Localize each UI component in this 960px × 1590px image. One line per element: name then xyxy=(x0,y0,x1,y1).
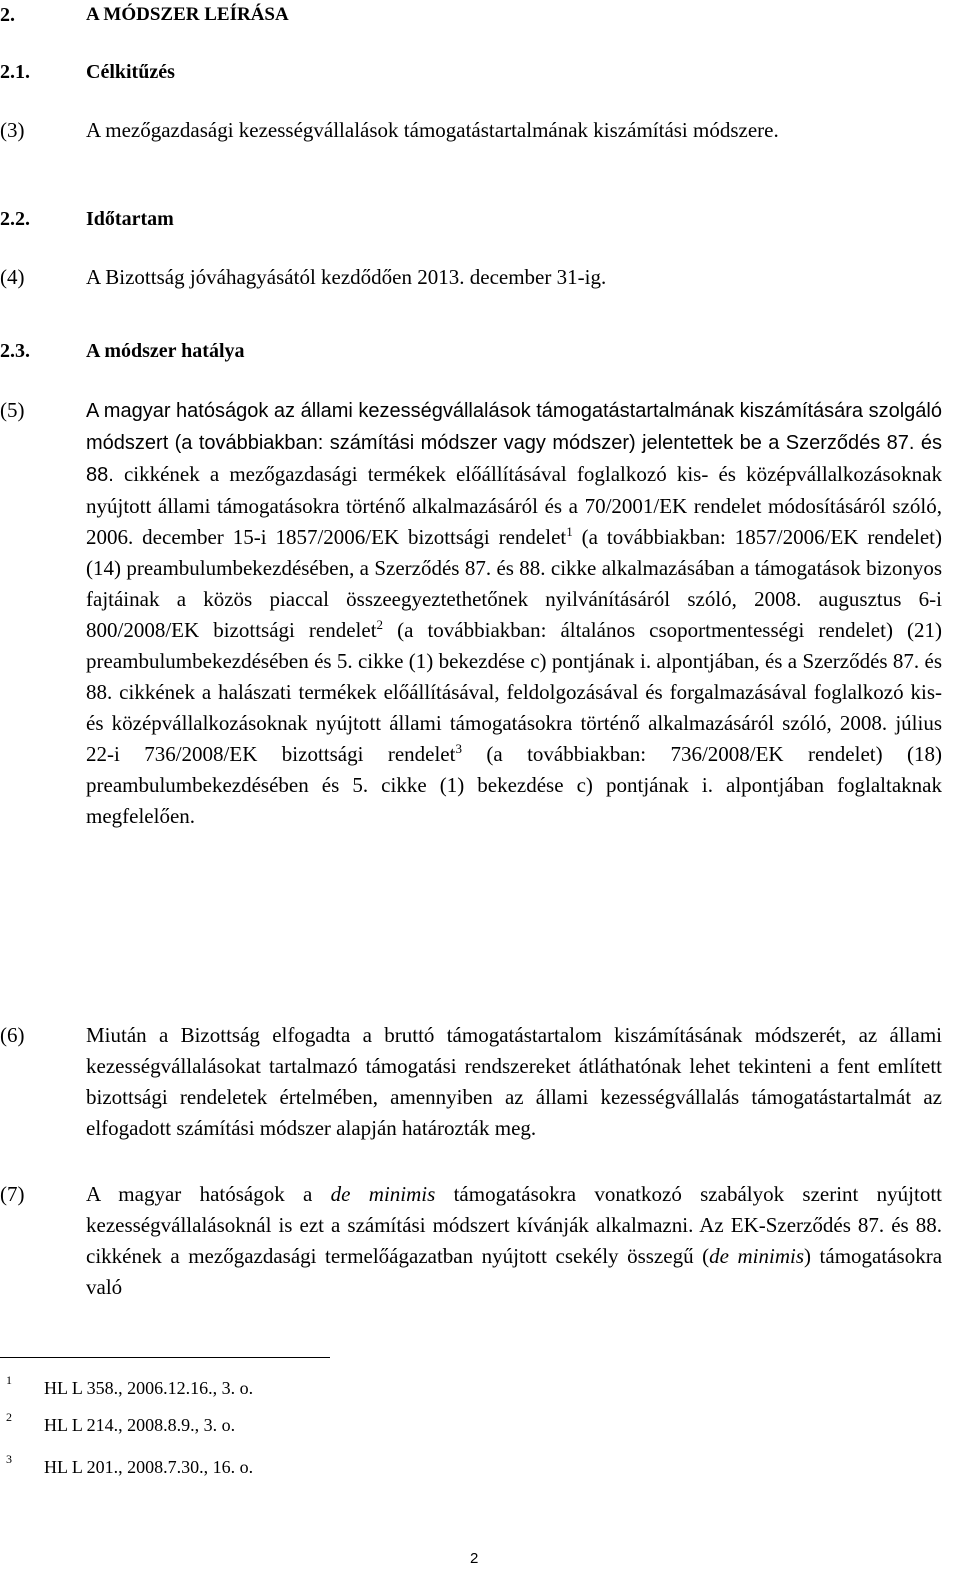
paragraph-5-part-d: (a továbbiakban: általános csoportmentességi rendelet) (21) preambulumbekezdésében és 5. cikke (1) bekezdése c) pontjának i. alpontjában, és a Szerződés 87. és 88. cikkének a halászati termékek előállításával, feldolgozásával és forgalmazásával foglalkozó kis- és középvállalkozásoknak nyújtott állami támogatásokra történő alkalmazásáról szóló, 2008. július 22-i 736/2008/EK bizottsági rendelet xyxy=(86,618,942,766)
footnote-ref-2[interactable]: 2 xyxy=(376,617,384,632)
paragraph-5-part-c: (a továbbiakban: 1857/2006/EK rendelet) (14) preambulumbekezdésében, a Szerződés 87. és 88. cikke alkalmazásában a támogatások bizonyos fajtáinak a közös piaccal összeegyeztethetőnek nyilvánításáról szóló, 2008. augusztus 6-i 800/2008/EK bizottsági rendelet xyxy=(86,525,942,642)
footnote-separator xyxy=(0,1357,330,1358)
paragraph-number: (4) xyxy=(0,265,25,289)
paragraph-7-part-a: A magyar hatóságok a xyxy=(86,1182,331,1206)
subsection-title: Célkitűzés xyxy=(86,61,175,83)
paragraph-5-part-e: (a továbbiakban: 736/2008/EK rendelet) (18) preambulumbekezdésében és 5. cikke (1) bekezdése c) pontjának i. alpontjában foglaltaknak megfelelően. xyxy=(86,742,942,828)
paragraph-4: A Bizottság jóváhagyásától kezdődően 2013. december 31-ig. xyxy=(86,265,607,289)
paragraph-number: (5) xyxy=(0,398,25,422)
paragraph-3: A mezőgazdasági kezességvállalások támogatástartalmának kiszámítási módszere. xyxy=(86,118,779,142)
paragraph-5-part-b: cikkének a mezőgazdasági termékek előállításával foglalkozó kis- és középvállalkozásoknak nyújtott állami támogatásokra történő alkalmazásáról és a 70/2001/EK rendelet módosításáról szóló, 2006. december 15-i 1857/2006/EK bizottsági rendelet xyxy=(86,462,942,549)
section-title: A MÓDSZER LEÍRÁSA xyxy=(86,4,289,25)
paragraph-7-part-c: ) támogatásokra való xyxy=(86,1244,943,1299)
page-number: 2 xyxy=(470,1550,479,1567)
paragraph-7 xyxy=(86,1179,942,1303)
paragraph-5 xyxy=(86,395,942,832)
section-number: 2. xyxy=(0,4,15,26)
paragraph-number: (3) xyxy=(0,118,25,142)
footnote-number: 2 xyxy=(6,1410,12,1424)
footnote-text: HL L 358., 2006.12.16., 3. o. xyxy=(44,1378,254,1398)
footnote-number: 3 xyxy=(6,1452,12,1466)
subsection-number: 2.2. xyxy=(0,208,30,230)
subsection-number: 2.3. xyxy=(0,340,30,362)
paragraph-7-italic-1: de minimis xyxy=(330,1182,436,1206)
paragraph-number: (6) xyxy=(0,1023,25,1047)
paragraph-7-italic-2: de minimis xyxy=(709,1244,805,1268)
footnote-number: 1 xyxy=(6,1373,12,1387)
paragraph-number: (7) xyxy=(0,1182,25,1206)
paragraph-5-part-a: A magyar hatóságok az állami kezességvállalások támogatástartalmának kiszámítására szolgáló módszert (a továbbiakban: számítási módszer vagy módszer) jelentettek be a Szerződés 87. és 88. xyxy=(86,400,942,486)
subsection-number: 2.1. xyxy=(0,61,30,83)
paragraph-6: Miután a Bizottság elfogadta a bruttó támogatástartalom kiszámításának módszerét, az állami kezességvállalásokat tartalmazó támogatási rendszereket átláthatónak lehet tekinteni a fent említett bizottsági rendeletek értelmében, amennyiben az állami kezességvállalás támogatástartalmát az elfogadott számítási módszer alapján határozták meg. xyxy=(86,1023,942,1140)
paragraph-7-part-b: támogatásokra vonatkozó szabályok szerint nyújtott kezességvállalásoknál is ezt a számítási módszert kívánják alkalmazni. Az EK-Szerződés 87. és 88. cikkének a mezőgazdasági termelőágazatban nyújtott csekély összegű ( xyxy=(86,1182,943,1268)
subsection-title: A módszer hatálya xyxy=(86,340,245,362)
footnote-text: HL L 201., 2008.7.30., 16. o. xyxy=(44,1457,254,1477)
footnote-text: HL L 214., 2008.8.9., 3. o. xyxy=(44,1415,236,1435)
footnote-ref-1[interactable]: 1 xyxy=(566,524,573,539)
footnote-ref-3[interactable]: 3 xyxy=(455,741,462,756)
subsection-title: Időtartam xyxy=(86,208,174,230)
